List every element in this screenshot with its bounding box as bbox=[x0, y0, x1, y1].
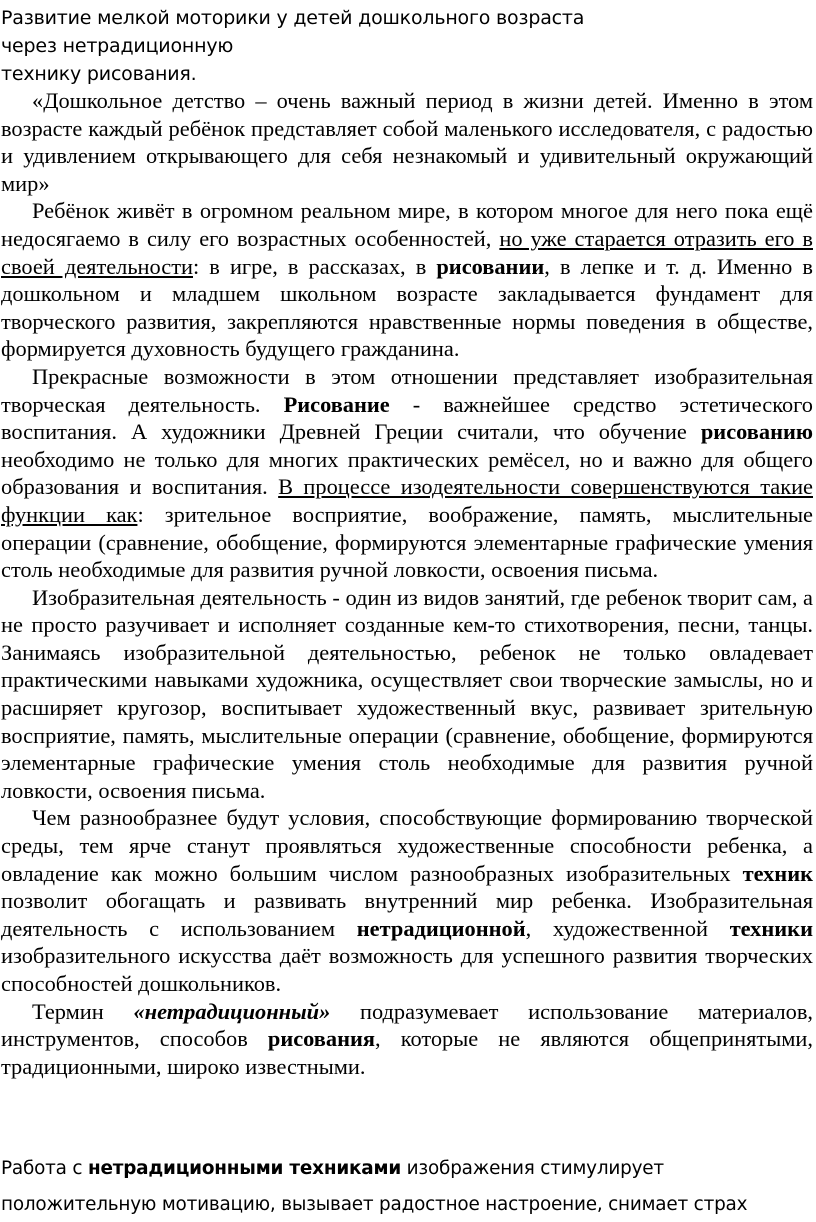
title-line-2: через нетрадиционную bbox=[1, 35, 234, 57]
paragraph: Изобразительная деятельность - один из видов занятий, где ребенок творит сам, а не просто разучивает и исполняет созданные кем-то стихотворения, песни, танцы. Занимаясь изобразительной деятельностью, ребенок не только овладевает практическими навыками художника, осуществляет свои творческие замыслы, но и расширяет кругозор, воспитывает художественный вкус, развивает зрительную восприятие, память, мыслительные операции (сравнение, обобщение, формируются элементарные графические умения столь необходимые для развития ручной ловкости, освоения письма. bbox=[1, 584, 813, 803]
closing-line: Работа с нетрадиционными техниками изображения стимулирует bbox=[1, 1158, 664, 1179]
document-title bbox=[1, 4, 811, 88]
bold-term: техники bbox=[729, 915, 813, 941]
bold-term: техник bbox=[742, 860, 813, 886]
closing-text bbox=[1, 1151, 813, 1222]
closing-line: положительную мотивацию, вызывает радостное настроение, снимает страх bbox=[1, 1194, 748, 1215]
bold-term: нетрадиционными техниками bbox=[87, 1158, 402, 1179]
bold-term: рисованию bbox=[700, 419, 813, 445]
bold-term: Рисование bbox=[283, 391, 390, 417]
title-line-3: технику рисования. bbox=[1, 63, 197, 85]
underlined-phrase: но уже старается отразить его в своей деятельности bbox=[1, 225, 813, 279]
title-line-1: Развитие мелкой моторики у детей дошкольного возраста bbox=[1, 7, 585, 29]
paragraph: «Дошкольное детство – очень важный период в жизни детей. Именно в этом возрасте каждый ребёнок представляет собой маленького исследователя, с радостью и удивлением открывающего для себя незнакомый и удивительный окружающий мир» bbox=[1, 88, 813, 196]
paragraph: Термин «нетрадиционный» подразумевает использование материалов, инструментов, способов рисования, которые не являются общепринятыми, традиционными, широко известными. bbox=[1, 998, 813, 1079]
bold-italic-term: «нетрадиционный» bbox=[133, 998, 331, 1024]
bold-term: нетрадиционной bbox=[356, 915, 526, 941]
paragraph: Ребёнок живёт в огромном реальном мире, в котором многое для него пока ещё недосягаемо в силу его возрастных особенностей, но уже старается отразить его в своей деятельности: в игре, в рассказах, в рисовании, в лепке и т. д. Именно в дошкольном и младшем школьном возрасте закладывается фундамент для творческого развития, закрепляются нравственные нормы поведения в обществе, формируется духовность будущего гражданина. bbox=[1, 198, 813, 362]
underlined-phrase: В процессе изодеятельности совершенствуются такие функции как bbox=[1, 474, 813, 527]
bold-term: рисования bbox=[267, 1026, 376, 1052]
paragraph: Чем разнообразнее будут условия, способствующие формированию творческой среды, тем ярче станут проявляться художественные способности ребенка, а овладение как можно большим числом разнообразных изобразительных техник позволит обогащать и развивать внутренний мир ребенка. Изобразительная деятельность с использованием нетрадиционной, художественной техники изобразительного искусства даёт возможность для успешного развития творческих способностей дошкольников. bbox=[1, 805, 813, 996]
paragraph: Прекрасные возможности в этом отношении представляет изобразительная творческая деятельность. Рисование - важнейшее средство эстетического воспитания. А художники Древней Греции считали, что обучение рисованию необходимо не только для многих практических ремёсел, но и важно для общего образования и воспитания. В процессе изодеятельности совершенствуются такие функции как: зрительное восприятие, воображение, память, мыслительные операции (сравнение, обобщение, формируются элементарные графические умения столь необходимые для развития ручной ловкости, освоения письма. bbox=[1, 363, 813, 583]
article-body bbox=[1, 87, 813, 1080]
bold-term: рисовании bbox=[436, 253, 545, 279]
